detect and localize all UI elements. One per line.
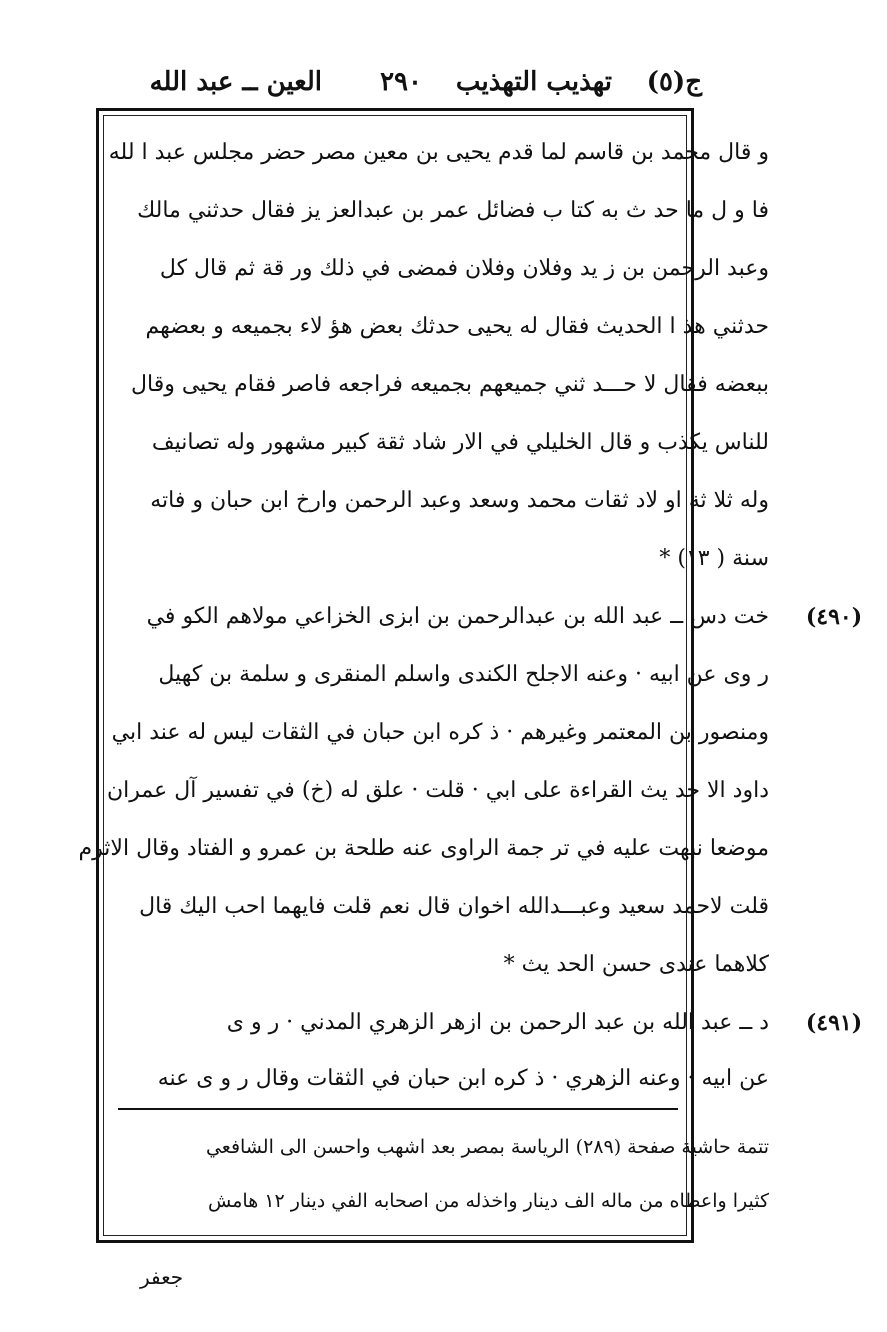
book-title: تهذيب التهذيب [455,67,612,97]
entry-heading-line: خت دس ــ عبد الله بن عبدالرحمن بن ابزى الخزاعي مولاهم الكو في [146,604,769,629]
text-line: وعبد الرحمن بن ز يد وفلان وفلان فمضى في ذلك ور قة ثم قال كل [159,256,769,281]
text-line: حدثني هذ ا الحديث فقال له يحيى حدثك بعض هؤ لاء بجميعه و بعضهم [145,314,769,339]
text-line: قلت لاحمد سعيد وعبـــدالله اخوان قال نعم قلت فايهما احب اليك قال [139,894,769,919]
text-line: للناس يكذب و قال الخليلي في الار شاد ثقة كبير مشهور وله تصانيف [151,430,769,455]
running-header [92,60,702,104]
text-line: كلاهما عندى حسن الحد يث * [503,952,769,977]
signature: جعفر [140,1265,184,1289]
volume-number: ج(٥) [646,67,702,97]
entry-number: (٤٩٠) [805,604,863,630]
section-topic: العين ــ عبد الله [149,67,322,97]
text-line: سنة ( ١٣) * [659,546,769,571]
text-line: عن ابيه · وعنه الزهري · ذ كره ابن حبان في الثقات وقال ر و ى عنه [157,1066,769,1091]
text-line: وله ثلا ثة او لاد ثقات محمد وسعد وعبد الرحمن وارخ ابن حبان و فاته [150,488,769,513]
text-line: داود الا حد يث القراءة على ابي · قلت · علق له (خ) في تفسير آل عمران [106,778,769,803]
text-line: فا و ل ما حد ث به كتا ب فضائل عمر بن عبدالعز يز فقال حدثني مالك [137,198,769,223]
text-line: و قال محمد بن قاسم لما قدم يحيى بن معين مصر حضر مجلس عبد ا لله [108,140,769,165]
page-number: ٢٩٠ [380,67,422,97]
entry-number: (٤٩١) [805,1010,863,1036]
text-line: ر وى عن ابيه · وعنه الاجلح الكندى واسلم المنقرى و سلمة بن كهيل [158,662,769,687]
footnote-line: كثيرا واعطاه من ماله الف دينار واخذله من اصحابه الفي دينار ١٢ هامش [208,1190,769,1212]
entry-heading-line: د ــ عبد الله بن عبد الرحمن بن ازهر الزهري المدني · ر و ى [226,1010,769,1035]
footnote-line: تتمة حاشية صفحة (٢٨٩) الرياسة بمصر بعد اشهب واحسن الى الشافعي [205,1136,769,1158]
text-line: ومنصور بن المعتمر وغيرهم · ذ كره ابن حبان في الثقات ليس له عند ابي [111,720,769,745]
text-line: موضعا نبهت عليه في تر جمة الراوى عنه طلحة بن عمرو و الفتاد وقال الاثرم [78,836,769,861]
footnote-divider [118,1108,678,1110]
text-line: ببعضه فقال لا حـــد ثني جميعهم بجميعه فراجعه فاصر فقام يحيى وقال [131,372,769,397]
